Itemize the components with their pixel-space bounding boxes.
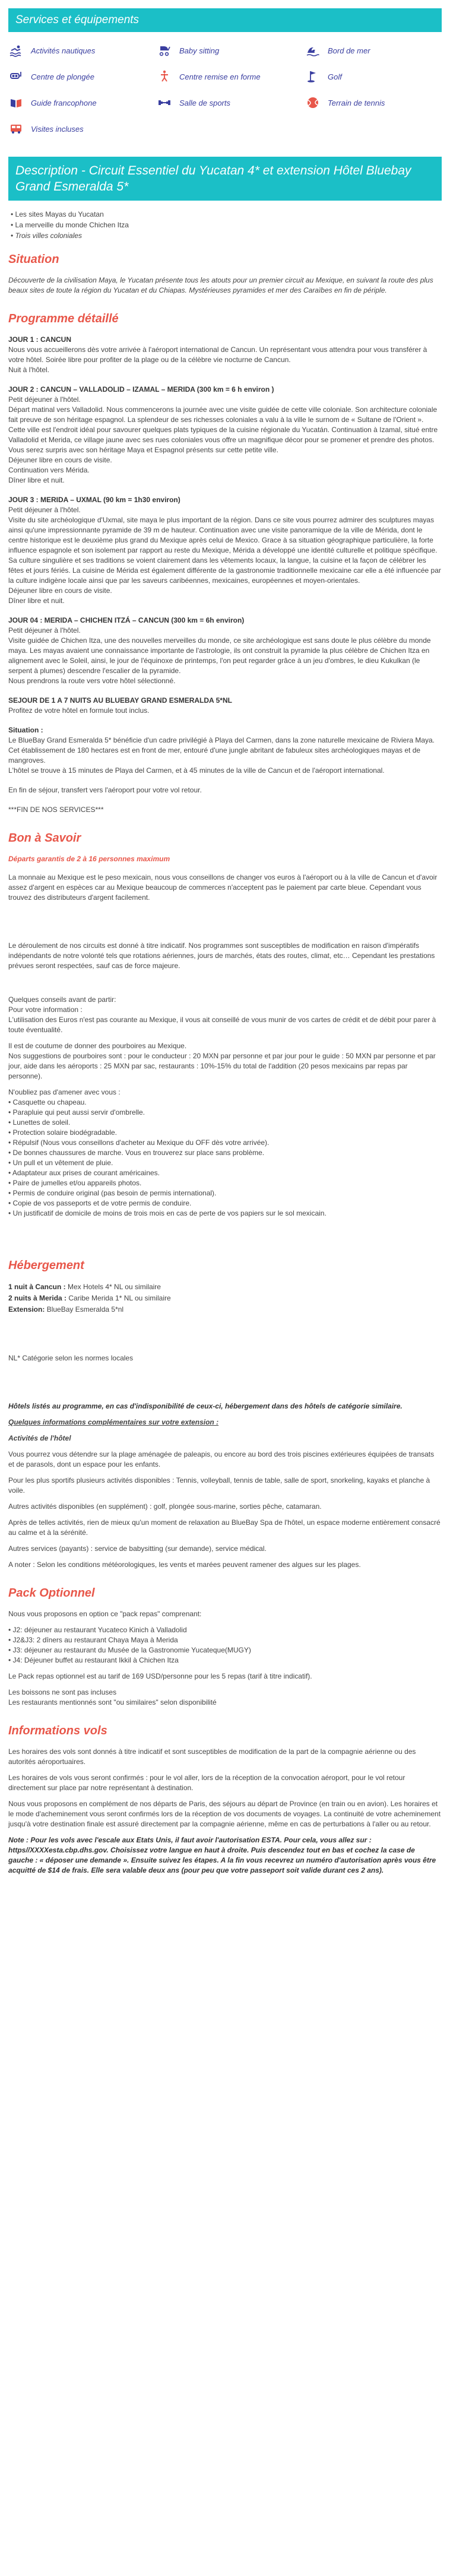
hotel-situation-block: [8, 725, 442, 776]
amenity-terrain-de-tennis: [305, 95, 442, 110]
pack-note: Les restaurants mentionnés sont "ou similaires" selon disponibilité: [8, 1698, 217, 1706]
list-item: • Un justificatif de domicile de moins de trois mois en cas de perte de vos papiers sur le sol mexicain.: [8, 1208, 442, 1219]
swim-icon: [8, 43, 24, 58]
advice-line: Pour votre information :: [8, 1005, 83, 1014]
amenities-banner: [8, 8, 442, 32]
list-item: • Protection solaire biodégradable.: [8, 1128, 442, 1138]
dive-icon: [8, 69, 24, 84]
programme-heading: Programme détaillé: [8, 312, 119, 325]
hotel-line-label: 2 nuits à Merida :: [8, 1294, 69, 1302]
list-item: • Répulsif (Nous vous conseillons d'acheter au Mexique du OFF dès votre arrivée).: [8, 1138, 442, 1148]
amenity-label: Guide francophone: [31, 98, 97, 107]
list-item: • Lunettes de soleil.: [8, 1118, 442, 1128]
end-note: En fin de séjour, transfert vers l'aéroport pour votre vol retour.: [8, 786, 202, 794]
day-title: SEJOUR DE 1 A 7 NUITS AU BLUEBAY GRAND ESMERALDA 5*NL: [8, 696, 232, 705]
day-line: Départ matinal vers Valladolid. Nous commencerons la journée avec une visite guidée de cette ville coloniale. Son architecture coloniale fait preuve de son héritage espagnol. La splendeur de ses richesses coloniales a valu à la ville le surnom de « Sultane de l'Orient ». Cette ville est l'endroit idéal pour savourer quelques plats typiques de la cuisine régionale du Yucatán. Continuation à Izamal, situé entre Valladolid et Merida, ce village jaune avec ses rues coloniales vous offre un magnifique décor pour se promener et prendre des photos. Vous serez surpris avec son héritage Maya et Espagnol présents sur cette petite ville.: [8, 405, 438, 454]
day-line: Petit déjeuner à l'hôtel.: [8, 506, 81, 514]
list-item: • Permis de conduire original (pas besoin de permis international).: [8, 1188, 442, 1198]
list-item: • Paire de jumelles et/ou appareils photos.: [8, 1178, 442, 1188]
amenity-label: Centre remise en forme: [179, 72, 261, 81]
day-line: Déjeuner libre en cours de visite.: [8, 456, 112, 464]
day-line: Nous vous accueillerons dès votre arrivée à l'aéroport international de Cancun. Un représentant vous attendra pour vous transférer à votre hôtel. Soirée libre pour profiter de la plage ou de la célèbre vie nocturne de Cancun.: [8, 345, 427, 364]
day-line: Déjeuner libre en cours de visite.: [8, 586, 112, 595]
amenity-bord-de-mer: [305, 43, 442, 58]
amenity-label: Terrain de tennis: [328, 98, 385, 107]
list-item: • Copie de vos passeports et de votre permis de conduire.: [8, 1198, 442, 1208]
advice-line: Quelques conseils avant de partir:: [8, 995, 116, 1004]
amenity-guide-francophone: [8, 95, 157, 110]
list-item: • De bonnes chaussures de marche. Vous en trouverez sur place sans problème.: [8, 1148, 442, 1158]
vols-heading: Informations vols: [8, 1724, 107, 1737]
stroller-icon: [157, 43, 172, 58]
list-item: • J2: déjeuner au restaurant Yucateco Kinich à Valladolid: [8, 1625, 442, 1635]
day-title: Situation :: [8, 726, 43, 734]
fitness-icon: [157, 69, 172, 84]
list-item: • Adaptateur aux prises de courant américaines.: [8, 1168, 442, 1178]
list-item: • J4: Déjeuner buffet au restaurant Ikkil à Chichen Itza: [8, 1655, 442, 1665]
day-line: Le BlueBay Grand Esmeralda 5* bénéficie d'un cadre privilégié à Playa del Carmen, dans la zone naturelle mexicaine de Riviera Maya.: [8, 736, 435, 744]
amenity-label: Centre de plongée: [31, 72, 94, 81]
hotel-line: [8, 1293, 442, 1304]
guide-icon: [8, 95, 24, 110]
day-line: Dîner libre et nuit.: [8, 476, 65, 484]
pack-heading: Pack Optionnel: [8, 1587, 95, 1600]
hotel-activities-title: Activités de l'hôtel: [8, 1434, 71, 1442]
amenity-label: Activités nautiques: [31, 46, 96, 55]
amenity-activites-nautiques: [8, 43, 157, 58]
sejour-block: [8, 696, 442, 716]
day-line: Nuit à l'hôtel.: [8, 366, 49, 374]
day-1: [8, 335, 442, 375]
departs-note: Départs garantis de 2 à 16 personnes maximum: [8, 855, 170, 863]
hotel-activities-text: A noter : Selon les conditions météorologiques, les vents et marées peuvent ramener des algues sur les plages.: [8, 1560, 361, 1569]
pack-intro: Nous vous proposons en option ce "pack repas" comprenant:: [8, 1610, 202, 1618]
hotel-line-value: Mex Hotels 4* NL ou similaire: [68, 1283, 161, 1291]
amenity-golf: [305, 69, 442, 84]
list-item: • J3: déjeuner au restaurant du Musée de la Gastronomie Yucateque(MUGY): [8, 1645, 442, 1655]
day-line: Petit déjeuner à l'hôtel.: [8, 395, 81, 404]
bon-a-savoir-heading: Bon à Savoir: [8, 832, 81, 845]
tips-detail: Nos suggestions de pourboires sont : pour le conducteur : 20 MXN par personne et par jour pour le guide : 50 MXN par personne et par jour, aide dans les aéroports : 25 MXN par sac, restaurants : 10%-15% du total de l'addition (20 pesos mexicains par repas par personne).: [8, 1052, 436, 1080]
golf-icon: [305, 69, 321, 84]
vols-text: Nous vous proposons en complément de nos départs de Paris, des séjours au départ de Province (en train ou en avion). Les horaires et le mode d'acheminement vous seront confirmés lors de la réception de vos documents de voyages. La continuité de votre acheminement jusqu'à votre destination finale est assuré directement par la compagnie aérienne, même en cas de perturbations à l'aller ou au retour.: [8, 1800, 441, 1828]
day-title: JOUR 1 : CANCUN: [8, 335, 72, 344]
day-line: L'hôtel se trouve à 15 minutes de Playa del Carmen, et à 45 minutes de la ville de Cancun et de l'aéroport international.: [8, 766, 385, 775]
amenity-visites-incluses: [8, 121, 157, 137]
tips-line: Il est de coutume de donner des pourboires au Mexique.: [8, 1042, 187, 1050]
amenities-grid: [8, 32, 442, 140]
amenity-label: Bord de mer: [328, 46, 370, 55]
list-item: • Trois villes coloniales: [11, 230, 442, 241]
day-line: Dîner libre et nuit.: [8, 597, 65, 605]
tennis-icon: [305, 95, 321, 110]
hotel-line: [8, 1281, 442, 1293]
list-item: • La merveille du monde Chichen Itza: [11, 220, 442, 230]
amenity-centre-remise-en-forme: [157, 69, 305, 84]
dumbbell-icon: [157, 95, 172, 110]
vols-text: Les horaires des vols sont donnés à titre indicatif et sont susceptibles de modification de la part de la compagnie aérienne ou des autorités aéroportuaires.: [8, 1747, 416, 1766]
hotel-activities-text: Vous pourrez vous détendre sur la plage aménagée de paleapis, ou encore au bord des trois piscines extérieures équipées de transats et de parasols, dont un espace pour les enfants.: [8, 1450, 435, 1468]
amenity-label: Visites incluses: [31, 124, 84, 134]
list-item: • Un pull et un vêtement de pluie.: [8, 1158, 442, 1168]
day-title: JOUR 04 : MERIDA – CHICHEN ITZÁ – CANCUN (300 km = 6h environ): [8, 616, 245, 624]
day-title: JOUR 3 : MERIDA – UXMAL (90 km = 1h30 environ): [8, 496, 180, 504]
list-item: • Parapluie qui peut aussi servir d'ombrelle.: [8, 1108, 442, 1118]
nl-note: NL* Catégorie selon les normes locales: [8, 1354, 134, 1362]
amenity-centre-de-plongee: [8, 69, 157, 84]
amenity-label: Baby sitting: [179, 46, 220, 55]
hotel-line: [8, 1304, 442, 1315]
forget-list: [8, 1097, 442, 1219]
program-disclaimer: Le déroulement de nos circuits est donné à titre indicatif. Nos programmes sont susceptibles de modification en raison d'impératifs indépendants de notre volonté tels que rotations aériennes, jours de marchés, états des routes, climat, etc… Cependant les prestations prévues seront respectées, sauf cas de force majeure.: [8, 941, 435, 970]
amenity-label: Salle de sports: [179, 98, 230, 107]
pack-list: [8, 1625, 442, 1665]
list-item: • Casquette ou chapeau.: [8, 1097, 442, 1108]
wave-icon: [305, 43, 321, 58]
list-item: • J2&J3: 2 dîners au restaurant Chaya Maya à Merida: [8, 1635, 442, 1645]
bus-icon: [8, 121, 24, 137]
vols-text: Les horaires de vols vous seront confirmés : pour le vol aller, lors de la réception de la convocation aéroport, pour le vol retour directement sur place par notre représentant à destination.: [8, 1774, 405, 1792]
day-3: [8, 495, 442, 606]
day-line: Profitez de votre hôtel en formule tout inclus.: [8, 706, 150, 715]
situation-heading: Situation: [8, 253, 59, 266]
hotel-activities-text: Autres activités disponibles (en supplément) : golf, plongée sous-marine, sorties pêche, catamaran.: [8, 1502, 322, 1511]
advice-line: L'utilisation des Euros n'est pas courante au Mexique, il vous ait conseillé de vous munir de vos cartes de crédit et de débit pour parer à toute éventualité.: [8, 1016, 436, 1034]
hotel-line-value: BlueBay Esmeralda 5*nl: [46, 1305, 124, 1314]
day-line: Nous prendrons la route vers votre hôtel sélectionné.: [8, 677, 176, 685]
day-4: [8, 616, 442, 686]
hotel-activities-text: Après de telles activités, rien de mieux qu'un moment de relaxation au BlueBay Spa de l'hôtel, un espace moderne entièrement consacré au calme et à la sérénité.: [8, 1518, 441, 1537]
highlights-list: [11, 209, 442, 241]
end-notes: [8, 785, 442, 795]
description-title: Description - Circuit Essentiel du Yucatan 4* et extension Hôtel Bluebay Grand Esmeralda 5*: [15, 164, 411, 193]
esta-note: Note : Pour les vols avec l'escale aux Etats Unis, il faut avoir l'autorisation ESTA. Pour cela, vous allez sur : https//XXXXesta.cbp.dhs.gov. Choisissez votre langue en haut à droite. Puis descendez tout en bas et cochez la case de gauche : « déposer une demande ». Ensuite suivez les étapes. A la fin vous recevrez un numéro d'autorisation après vous être acquitté de $14 de frais. Elle sera valable deux ans (pour peu que votre passeport soit valide durant ces 2 ans).: [8, 1836, 436, 1874]
hotel-activities-text: Pour les plus sportifs plusieurs activités disponibles : Tennis, volleyball, tennis de table, salle de sport, snorkeling, kayaks et planche à voile.: [8, 1476, 430, 1495]
end-note: ***FIN DE NOS SERVICES***: [8, 805, 104, 814]
hebergement-heading: Hébergement: [8, 1259, 84, 1272]
situation-text: Découverte de la civilisation Maya, le Yucatan présente tous les atouts pour un premier circuit au Mexique, en suivant la route des plus beaux sites de toute la région du Yucatan et du Chiapas. Mystérieuses pyramides et mer des Caraïbes en fin de périple.: [8, 276, 433, 294]
money-note: La monnaie au Mexique est le peso mexicain, nous vous conseillons de changer vos euros à l'aéroport ou à la ville de Cancun et d'avoir assez d'argent en espèces car au Mexique beaucoup de commerces n'acceptent pas le paiement par carte bleue. Cependant vous trouvez des distributeurs d'argent facilement.: [8, 873, 438, 902]
hotels-note: Hôtels listés au programme, en cas d'indisponibilité de ceux-ci, hébergement dans des hôtels de catégorie similaire.: [8, 1402, 403, 1410]
description-banner: [8, 157, 442, 201]
pack-price: Le Pack repas optionnel est au tarif de 169 USD/personne pour les 5 repas (tarif à titre indicatif).: [8, 1672, 312, 1680]
hotel-line-label: Extension:: [8, 1305, 47, 1314]
amenities-title: Services et équipements: [15, 14, 140, 26]
day-line: Petit déjeuner à l'hôtel.: [8, 626, 81, 635]
extension-infos-title: Quelques informations complémentaires sur votre extension :: [8, 1418, 219, 1426]
forget-title: N'oubliez pas d'amener avec vous :: [8, 1088, 121, 1096]
list-item: • Les sites Mayas du Yucatan: [11, 209, 442, 220]
amenity-salle-de-sports: [157, 95, 305, 110]
hotel-line-label: 1 nuit à Cancun :: [8, 1283, 68, 1291]
hotel-activities-text: Autres services (payants) : service de babysitting (sur demande), service médical.: [8, 1544, 267, 1553]
day-line: Visite guidée de Chichen Itza, une des nouvelles merveilles du monde, ce site archéologique est sans doute le plus célèbre du monde maya. Les mayas avaient une connaissance importante de l'astrologie, ils ont construit la pyramide la plus célèbre de Chichen Itza en alignement avec le Soleil, ainsi, le jour de l'équinoxe de printemps, l'on peut regarder grâce à un jeu d'ombres, le dieu Kukulkan (le serpent à plumes) descendre l'escalier de la pyramide.: [8, 636, 431, 675]
day-2: [8, 385, 442, 486]
amenity-baby-sitting: [157, 43, 305, 58]
amenity-label: Golf: [328, 72, 342, 81]
day-title: JOUR 2 : CANCUN – VALLADOLID – IZAMAL – MERIDA (300 km = 6 h environ ): [8, 385, 274, 394]
day-line: Continuation vers Mérida.: [8, 466, 90, 474]
hotel-line-value: Caribe Merida 1* NL ou similaire: [68, 1294, 171, 1302]
pack-note: Les boissons ne sont pas incluses: [8, 1688, 117, 1696]
day-line: Cet établissement de 180 hectares est en front de mer, entouré d'une jungle abritant de fabuleux sites archéologiques mayas et de mangroves.: [8, 746, 421, 764]
day-line: Visite du site archéologique d'Uxmal, site maya le plus important de la région. Dans ce site vous pourrez admirer des sculptures mayas ainsi qu'une impressionnante pyramide de 39 m de hauteur. Continuation avec une visite panoramique de la ville de Mérida, dont le centre historique est le deuxième plus grand du Mexique après celui de Mexico. Grace à sa situation géographique particulière, la forte influence espagnole et son isolement par rapport au reste du Mexique, Mérida a développé une identité culturelle et politique spécifique. Sa culture singulière et ses traditions se voient clairement dans les vêtements locaux, la langue, la cuisine et la façon de célébrer les fêtes et jours fériés. La cuisine de Mérida est également différente de la gastronomie traditionnelle mexicaine car elle a été influencée par la culture indigène locale ainsi que par les saveurs caribéennes, mexicaines, européennes et moyen-orientales.: [8, 516, 441, 585]
